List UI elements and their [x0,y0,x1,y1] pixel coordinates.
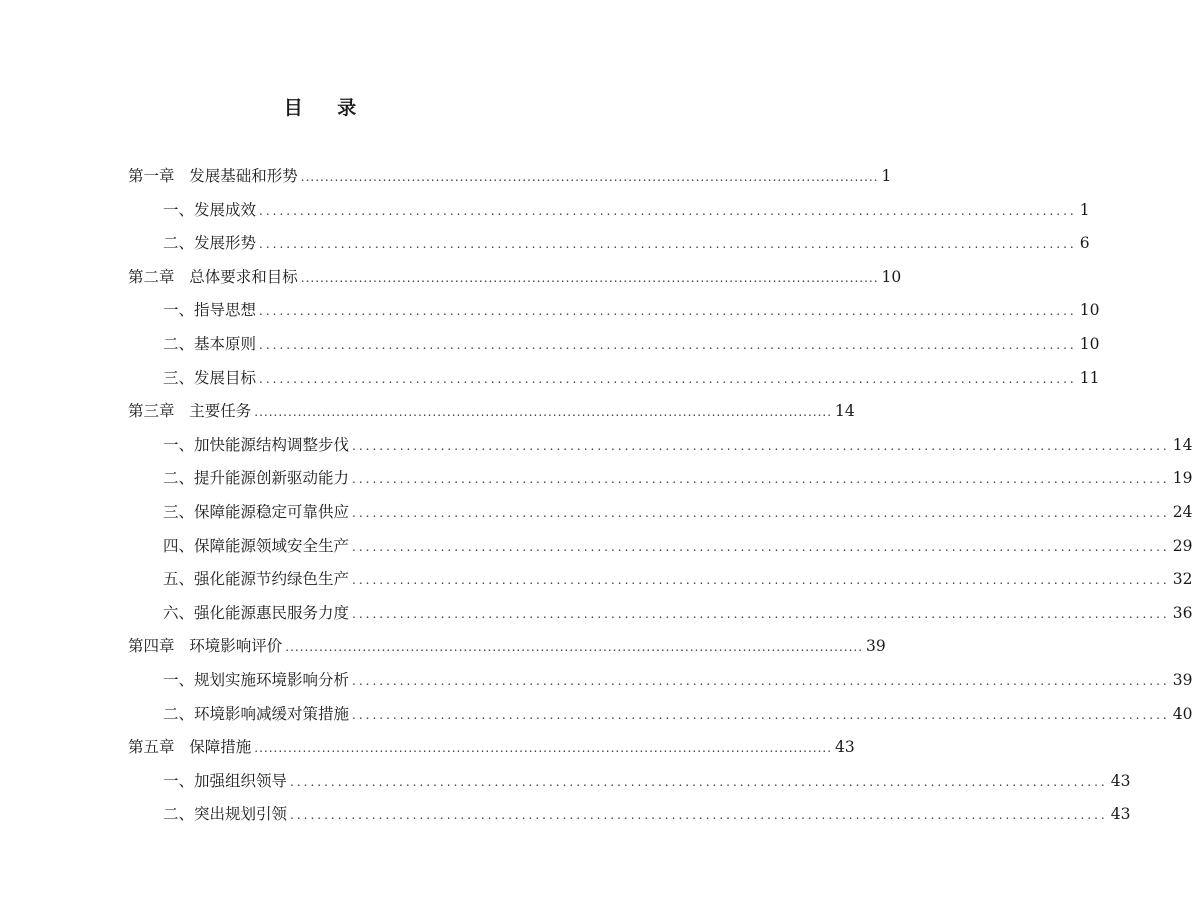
toc-entry-label: 一、加强组织领导 [163,771,288,790]
dot-leader: ........................................................................................................................ [259,304,1077,319]
dot-leader: ........................................................................................................................ [352,573,1170,588]
toc-entry-label: 二、提升能源创新驱动能力 [163,469,350,488]
toc-page-number: 43 [1110,805,1131,824]
toc-section-entry[interactable] [128,227,1090,261]
toc-section-entry[interactable] [128,798,1131,832]
dot-leader: ........................................................................................................................ [259,337,1077,352]
toc-entry-label: 六、强化能源惠民服务力度 [163,603,350,622]
dot-leader: ........................................................................................................................ [254,405,833,420]
toc-entry-label: 第一章 发展基础和形势 [128,167,298,185]
toc-section-entry[interactable] [128,597,1192,631]
toc-section-entry[interactable] [128,664,1192,698]
dot-leader: ........................................................................................................................ [290,774,1108,789]
toc-section-entry[interactable] [128,698,1192,732]
toc-entry-label: 五、强化能源节约绿色生产 [163,570,350,589]
dot-leader: ........................................................................................................................ [352,606,1170,621]
toc-entry-label: 第三章 主要任务 [128,402,252,421]
toc-entry-label: 二、发展形势 [163,234,257,253]
toc-section-entry[interactable] [128,496,1192,530]
toc-section-entry[interactable] [128,765,1131,799]
toc-entry-label: 三、保障能源稳定可靠供应 [163,502,350,521]
toc-entry-label: 第二章 总体要求和目标 [128,267,298,286]
toc-page-number: 36 [1172,603,1192,622]
dot-leader: ........................................................................................................................ [259,203,1077,218]
dot-leader: ........................................................................................................................ [259,237,1077,252]
toc-page-number: 19 [1172,469,1192,488]
toc-entry-label: 三、发展目标 [163,368,257,387]
toc-page-number: 10 [1079,334,1100,353]
toc-page-number: 43 [1110,771,1131,790]
toc-page-number: 24 [1172,502,1192,521]
dot-leader: ........................................................................................................................ [290,808,1108,823]
dot-leader: ........................................................................................................................ [352,505,1170,520]
toc-page-number: 29 [1172,536,1192,555]
toc-page-number: 1 [881,167,892,185]
dot-leader: ........................................................................................................................ [352,438,1170,453]
dot-leader: ........................................................................................................................ [300,170,879,184]
toc-page-number: 1 [1079,200,1090,219]
toc-page-number: 10 [1079,301,1100,320]
toc-section-entry[interactable] [128,563,1192,597]
dot-leader: ........................................................................................................................ [254,741,833,756]
toc-entry-label: 二、环境影响减缓对策措施 [163,704,350,723]
dot-leader: ........................................................................................................................ [352,472,1170,487]
toc-entry-label: 一、加快能源结构调整步伐 [163,435,350,454]
toc-section-entry[interactable] [128,362,1100,396]
toc-entry-label: 一、规划实施环境影响分析 [163,670,350,689]
toc-entry-label: 二、基本原则 [163,334,257,353]
table-of-contents [128,160,1192,832]
toc-chapter-entry[interactable] [128,395,855,429]
toc-page-number: 39 [866,637,886,656]
toc-page-number: 14 [835,402,855,421]
toc-section-entry[interactable] [128,462,1192,496]
toc-chapter-entry[interactable] [128,261,902,295]
toc-page-number: 6 [1079,234,1090,253]
toc-entry-label: 四、保障能源领域安全生产 [163,536,350,555]
toc-section-entry[interactable] [128,429,1192,463]
toc-page-number: 14 [1172,435,1192,454]
toc-chapter-entry[interactable] [128,630,886,664]
dot-leader: ........................................................................................................................ [352,673,1170,688]
toc-entry-label: 第五章 保障措施 [128,738,252,757]
toc-entry-label: 一、指导思想 [163,301,257,320]
dot-leader: ........................................................................................................................ [285,640,864,655]
dot-leader: ........................................................................................................................ [259,371,1077,386]
toc-title: 目 录 [283,97,371,119]
toc-entry-label: 二、突出规划引领 [163,805,288,824]
toc-section-entry[interactable] [128,530,1192,564]
toc-chapter-entry[interactable] [128,160,892,194]
toc-entry-label: 一、发展成效 [163,200,257,219]
toc-entry-label: 第四章 环境影响评价 [128,637,283,656]
toc-section-entry[interactable] [128,294,1100,328]
toc-page-number: 11 [1079,368,1100,387]
toc-page-number: 10 [881,267,902,286]
toc-page-number: 43 [835,738,855,757]
dot-leader: ........................................................................................................................ [300,270,879,285]
toc-page-number: 32 [1172,570,1192,589]
dot-leader: ........................................................................................................................ [352,539,1170,554]
toc-section-entry[interactable] [128,194,1090,228]
toc-page-number: 39 [1172,670,1192,689]
toc-chapter-entry[interactable] [128,731,855,765]
toc-page-number: 40 [1172,704,1192,723]
toc-section-entry[interactable] [128,328,1100,362]
dot-leader: ........................................................................................................................ [352,707,1170,722]
